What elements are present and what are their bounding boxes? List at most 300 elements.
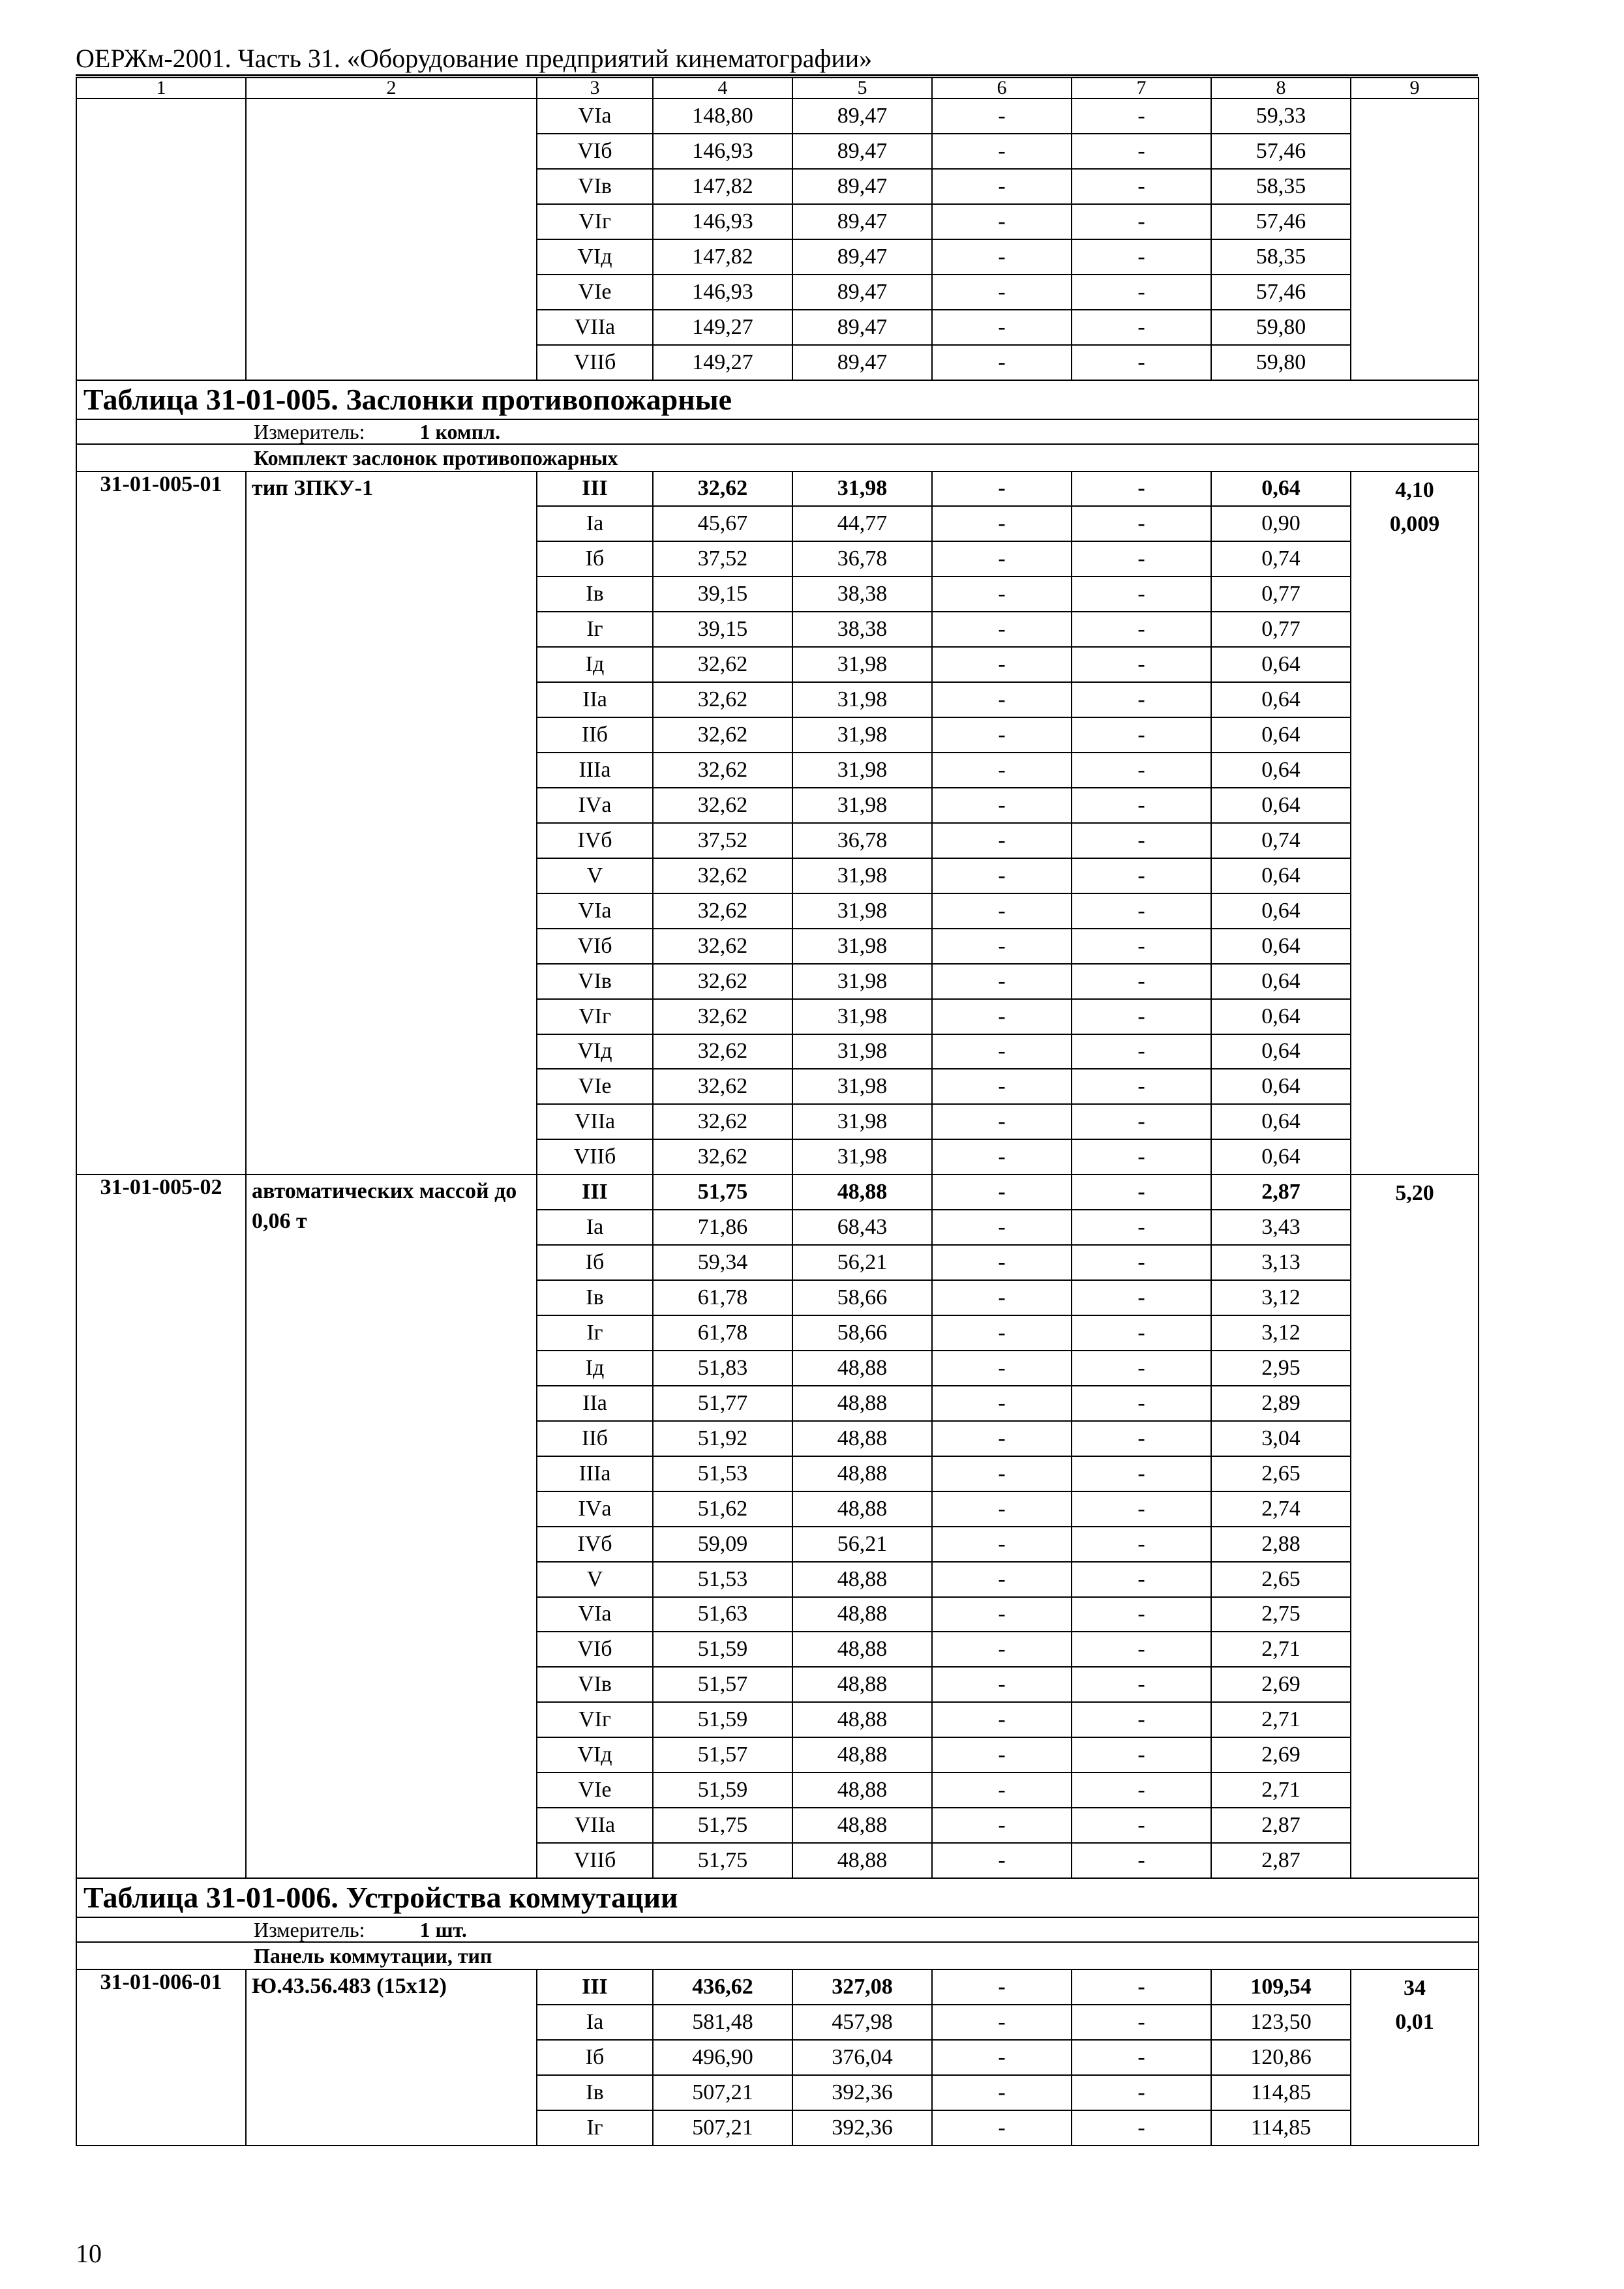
table-cell: VIе bbox=[537, 275, 653, 310]
table-cell: 0,64 bbox=[1211, 788, 1351, 823]
table-cell: 51,59 bbox=[653, 1773, 792, 1808]
table-cell: 48,88 bbox=[792, 1667, 932, 1702]
table-cell: IIа bbox=[537, 682, 653, 717]
table-cell: - bbox=[1072, 1737, 1211, 1773]
table-cell: 51,63 bbox=[653, 1597, 792, 1632]
measure-value: 1 компл. bbox=[419, 419, 501, 443]
table-cell: 48,88 bbox=[792, 1456, 932, 1491]
column-number: 1 bbox=[76, 78, 246, 98]
table-row bbox=[76, 1969, 1479, 2005]
table-cell: VIе bbox=[537, 1773, 653, 1808]
table-cell: - bbox=[932, 2110, 1072, 2146]
table-cell: 0,64 bbox=[1211, 929, 1351, 964]
table-cell: - bbox=[1072, 1245, 1211, 1280]
table-cell: - bbox=[1072, 1104, 1211, 1139]
table-cell: VIа bbox=[537, 893, 653, 929]
table-cell: 31,98 bbox=[792, 929, 932, 964]
table-cell: - bbox=[1072, 1034, 1211, 1070]
table-cell: - bbox=[1072, 134, 1211, 169]
table-cell: - bbox=[1072, 345, 1211, 380]
labor-cost-cell bbox=[1351, 1174, 1479, 1878]
rate-code bbox=[76, 98, 246, 380]
table-cell: - bbox=[1072, 2005, 1211, 2040]
table-cell: - bbox=[1072, 576, 1211, 612]
measure-value: 1 шт. bbox=[419, 1918, 467, 1941]
table-cell: 51,77 bbox=[653, 1386, 792, 1421]
group-row bbox=[76, 1942, 1479, 1969]
table-cell: 109,54 bbox=[1211, 1969, 1351, 2005]
table-cell: - bbox=[932, 345, 1072, 380]
labor-cost-value: 0,01 bbox=[1395, 2010, 1434, 2034]
table-cell: 48,88 bbox=[792, 1491, 932, 1527]
table-cell: - bbox=[1072, 1174, 1211, 1210]
table-cell: 0,64 bbox=[1211, 682, 1351, 717]
table-cell: - bbox=[1072, 788, 1211, 823]
rate-code: 31-01-005-01 bbox=[76, 471, 246, 1175]
table-cell: - bbox=[932, 506, 1072, 541]
table-cell: - bbox=[1072, 471, 1211, 507]
column-number: 8 bbox=[1211, 78, 1351, 98]
table-cell: 3,12 bbox=[1211, 1280, 1351, 1315]
group-title: Панель коммутации, тип bbox=[76, 1942, 1479, 1969]
table-cell: 51,83 bbox=[653, 1351, 792, 1386]
table-cell: - bbox=[1072, 823, 1211, 858]
table-cell: - bbox=[932, 753, 1072, 788]
table-cell: 61,78 bbox=[653, 1315, 792, 1351]
table-cell: - bbox=[932, 98, 1072, 134]
table-cell: 39,15 bbox=[653, 612, 792, 647]
table-cell: VIд bbox=[537, 239, 653, 275]
table-cell: 61,78 bbox=[653, 1280, 792, 1315]
table-cell: 48,88 bbox=[792, 1351, 932, 1386]
table-cell: 57,46 bbox=[1211, 204, 1351, 239]
table-cell: - bbox=[1072, 1843, 1211, 1878]
table-cell: - bbox=[1072, 310, 1211, 345]
table-cell: - bbox=[932, 1667, 1072, 1702]
table-cell: - bbox=[932, 1702, 1072, 1737]
table-cell: - bbox=[1072, 682, 1211, 717]
table-cell: 457,98 bbox=[792, 2005, 932, 2040]
table-cell: 146,93 bbox=[653, 275, 792, 310]
table-cell: - bbox=[1072, 541, 1211, 576]
table-cell: Iа bbox=[537, 2005, 653, 2040]
table-cell: 32,62 bbox=[653, 1139, 792, 1174]
table-cell: - bbox=[932, 310, 1072, 345]
table-cell: 32,62 bbox=[653, 647, 792, 682]
table-cell: - bbox=[1072, 1456, 1211, 1491]
table-cell: 2,69 bbox=[1211, 1737, 1351, 1773]
table-cell: - bbox=[932, 612, 1072, 647]
table-cell: 57,46 bbox=[1211, 275, 1351, 310]
table-cell: - bbox=[932, 717, 1072, 753]
table-cell: - bbox=[1072, 1667, 1211, 1702]
table-cell: VIб bbox=[537, 134, 653, 169]
table-cell: - bbox=[932, 1210, 1072, 1245]
table-cell: 2,69 bbox=[1211, 1667, 1351, 1702]
table-cell: - bbox=[1072, 2075, 1211, 2110]
table-cell: - bbox=[932, 647, 1072, 682]
table-cell: - bbox=[1072, 1527, 1211, 1562]
table-cell: 32,62 bbox=[653, 1069, 792, 1104]
table-cell: - bbox=[932, 1174, 1072, 1210]
table-cell: 3,43 bbox=[1211, 1210, 1351, 1245]
table-cell: 31,98 bbox=[792, 1104, 932, 1139]
table-cell: 0,64 bbox=[1211, 858, 1351, 893]
table-row bbox=[76, 471, 1479, 507]
table-cell: 0,90 bbox=[1211, 506, 1351, 541]
table-cell: 48,88 bbox=[792, 1737, 932, 1773]
table-cell: - bbox=[932, 471, 1072, 507]
table-cell: - bbox=[1072, 1491, 1211, 1527]
table-cell: - bbox=[932, 1315, 1072, 1351]
table-cell: - bbox=[932, 999, 1072, 1034]
table-cell: 123,50 bbox=[1211, 2005, 1351, 2040]
table-cell: 51,75 bbox=[653, 1808, 792, 1843]
table-cell: 48,88 bbox=[792, 1702, 932, 1737]
table-cell: Iв bbox=[537, 576, 653, 612]
table-cell: 2,74 bbox=[1211, 1491, 1351, 1527]
table-cell: - bbox=[932, 682, 1072, 717]
measure-label: Измеритель: bbox=[254, 419, 365, 443]
table-cell: Iд bbox=[537, 1351, 653, 1386]
table-cell: VIIб bbox=[537, 1843, 653, 1878]
table-cell: 0,64 bbox=[1211, 964, 1351, 999]
table-cell: - bbox=[1072, 753, 1211, 788]
labor-cost-value: 0,009 bbox=[1389, 511, 1440, 536]
table-cell: - bbox=[932, 788, 1072, 823]
table-cell: IVа bbox=[537, 1491, 653, 1527]
table-cell: V bbox=[537, 858, 653, 893]
table-cell: - bbox=[1072, 1351, 1211, 1386]
table-cell: 51,57 bbox=[653, 1667, 792, 1702]
table-cell: 89,47 bbox=[792, 239, 932, 275]
table-cell: 0,64 bbox=[1211, 471, 1351, 507]
table-cell: Iб bbox=[537, 1245, 653, 1280]
table-cell: - bbox=[932, 893, 1072, 929]
labor-cost-value: 4,10 bbox=[1395, 477, 1434, 502]
table-cell: 32,62 bbox=[653, 1034, 792, 1070]
table-title: Таблица 31-01-005. Заслонки противопожарные bbox=[76, 380, 1479, 419]
table-cell: 392,36 bbox=[792, 2110, 932, 2146]
table-cell: - bbox=[1072, 1702, 1211, 1737]
table-cell: - bbox=[932, 1245, 1072, 1280]
table-cell: 149,27 bbox=[653, 310, 792, 345]
table-cell: VIд bbox=[537, 1034, 653, 1070]
table-cell: 436,62 bbox=[653, 1969, 792, 2005]
table-cell: - bbox=[932, 2005, 1072, 2040]
table-cell: - bbox=[932, 1737, 1072, 1773]
table-cell: - bbox=[1072, 1808, 1211, 1843]
table-cell: VIIа bbox=[537, 310, 653, 345]
table-cell: 2,89 bbox=[1211, 1386, 1351, 1421]
table-cell: 32,62 bbox=[653, 471, 792, 507]
table-cell: VIа bbox=[537, 98, 653, 134]
table-cell: IIб bbox=[537, 717, 653, 753]
table-cell: - bbox=[1072, 1139, 1211, 1174]
table-cell: 51,59 bbox=[653, 1702, 792, 1737]
table-cell: 68,43 bbox=[792, 1210, 932, 1245]
table-cell: VIв bbox=[537, 1667, 653, 1702]
table-cell: - bbox=[1072, 929, 1211, 964]
table-cell: III bbox=[537, 1174, 653, 1210]
column-number: 5 bbox=[792, 78, 932, 98]
table-cell: 51,59 bbox=[653, 1632, 792, 1667]
column-number-row bbox=[76, 78, 1479, 98]
group-row bbox=[76, 444, 1479, 471]
table-cell: 0,64 bbox=[1211, 753, 1351, 788]
table-cell: 37,52 bbox=[653, 823, 792, 858]
table-cell: - bbox=[932, 1104, 1072, 1139]
table-cell: Iг bbox=[537, 1315, 653, 1351]
table-cell: - bbox=[932, 275, 1072, 310]
table-cell: - bbox=[932, 1527, 1072, 1562]
table-cell: 51,62 bbox=[653, 1491, 792, 1527]
table-cell: 38,38 bbox=[792, 612, 932, 647]
table-cell: - bbox=[932, 1597, 1072, 1632]
table-cell: 89,47 bbox=[792, 310, 932, 345]
table-cell: 327,08 bbox=[792, 1969, 932, 2005]
table-cell: VIб bbox=[537, 929, 653, 964]
table-cell: 57,46 bbox=[1211, 134, 1351, 169]
table-cell: IVа bbox=[537, 788, 653, 823]
table-cell: - bbox=[932, 541, 1072, 576]
table-cell: Iв bbox=[537, 1280, 653, 1315]
table-cell: 58,35 bbox=[1211, 169, 1351, 204]
table-cell: 31,98 bbox=[792, 999, 932, 1034]
rate-name: автоматических массой до 0,06 т bbox=[246, 1174, 537, 1878]
table-cell: 59,34 bbox=[653, 1245, 792, 1280]
page-number: 10 bbox=[76, 2239, 102, 2268]
table-cell: IIIа bbox=[537, 1456, 653, 1491]
table-cell: VIг bbox=[537, 204, 653, 239]
table-cell: 31,98 bbox=[792, 682, 932, 717]
table-cell: IIа bbox=[537, 1386, 653, 1421]
table-cell: 376,04 bbox=[792, 2040, 932, 2075]
table-cell: 39,15 bbox=[653, 576, 792, 612]
table-cell: VIIб bbox=[537, 345, 653, 380]
table-cell: 32,62 bbox=[653, 999, 792, 1034]
table-cell: - bbox=[932, 1773, 1072, 1808]
table-cell: - bbox=[1072, 1562, 1211, 1597]
table-cell: Iг bbox=[537, 2110, 653, 2146]
table-cell: 147,82 bbox=[653, 169, 792, 204]
table-cell: - bbox=[932, 1421, 1072, 1456]
table-cell: 51,53 bbox=[653, 1562, 792, 1597]
table-cell: VIд bbox=[537, 1737, 653, 1773]
table-cell: Iг bbox=[537, 612, 653, 647]
table-cell: 0,64 bbox=[1211, 1139, 1351, 1174]
table-cell: - bbox=[1072, 169, 1211, 204]
table-cell: 146,93 bbox=[653, 204, 792, 239]
table-cell: VIа bbox=[537, 1597, 653, 1632]
table-cell: 146,93 bbox=[653, 134, 792, 169]
rate-code: 31-01-006-01 bbox=[76, 1969, 246, 2146]
table-cell: 89,47 bbox=[792, 345, 932, 380]
table-cell: - bbox=[1072, 1597, 1211, 1632]
column-number: 2 bbox=[246, 78, 537, 98]
table-title: Таблица 31-01-006. Устройства коммутации bbox=[76, 1878, 1479, 1917]
labor-cost-value: 34 bbox=[1404, 1976, 1426, 2000]
table-cell: Iа bbox=[537, 506, 653, 541]
table-cell: - bbox=[932, 1456, 1072, 1491]
table-cell: VIв bbox=[537, 964, 653, 999]
table-cell: 31,98 bbox=[792, 858, 932, 893]
table-cell: 32,62 bbox=[653, 682, 792, 717]
table-cell: III bbox=[537, 1969, 653, 2005]
table-cell: Iв bbox=[537, 2075, 653, 2110]
table-cell: 3,13 bbox=[1211, 1245, 1351, 1280]
table-cell: - bbox=[932, 1808, 1072, 1843]
table-cell: 114,85 bbox=[1211, 2075, 1351, 2110]
measure-cell bbox=[76, 1917, 1479, 1942]
table-cell: - bbox=[1072, 999, 1211, 1034]
table-row bbox=[76, 1174, 1479, 1210]
table-cell: - bbox=[932, 1034, 1072, 1070]
table-cell: 59,80 bbox=[1211, 310, 1351, 345]
table-cell: - bbox=[1072, 1069, 1211, 1104]
table-cell: 44,77 bbox=[792, 506, 932, 541]
table-cell: 0,74 bbox=[1211, 823, 1351, 858]
table-cell: - bbox=[932, 1386, 1072, 1421]
table-cell: 2,75 bbox=[1211, 1597, 1351, 1632]
table-title-row bbox=[76, 1878, 1479, 1917]
table-cell: - bbox=[1072, 1280, 1211, 1315]
table-cell: 2,87 bbox=[1211, 1843, 1351, 1878]
table-cell: 89,47 bbox=[792, 98, 932, 134]
table-cell: 32,62 bbox=[653, 1104, 792, 1139]
table-cell: 48,88 bbox=[792, 1597, 932, 1632]
table-cell: - bbox=[1072, 717, 1211, 753]
table-cell: 147,82 bbox=[653, 239, 792, 275]
measure-label: Измеритель: bbox=[254, 1918, 365, 1941]
table-cell: 51,75 bbox=[653, 1843, 792, 1878]
table-cell: 51,53 bbox=[653, 1456, 792, 1491]
table-cell: 48,88 bbox=[792, 1562, 932, 1597]
labor-cost-cell bbox=[1351, 1969, 1479, 2146]
table-cell: 48,88 bbox=[792, 1386, 932, 1421]
table-cell: - bbox=[1072, 2110, 1211, 2146]
group-title: Комплект заслонок противопожарных bbox=[76, 444, 1479, 471]
table-cell: 32,62 bbox=[653, 929, 792, 964]
table-cell: 0,64 bbox=[1211, 1104, 1351, 1139]
table-cell: 89,47 bbox=[792, 134, 932, 169]
table-cell: 71,86 bbox=[653, 1210, 792, 1245]
table-cell: - bbox=[1072, 1969, 1211, 2005]
table-cell: VIб bbox=[537, 1632, 653, 1667]
table-cell: 36,78 bbox=[792, 541, 932, 576]
rates-table bbox=[76, 77, 1479, 2146]
table-cell: - bbox=[932, 239, 1072, 275]
table-cell: 31,98 bbox=[792, 788, 932, 823]
column-number: 7 bbox=[1072, 78, 1211, 98]
table-cell: 32,62 bbox=[653, 893, 792, 929]
table-cell: - bbox=[1072, 1210, 1211, 1245]
labor-cost-cell bbox=[1351, 98, 1479, 380]
table-cell: 0,64 bbox=[1211, 893, 1351, 929]
table-cell: 56,21 bbox=[792, 1245, 932, 1280]
table-cell: 58,35 bbox=[1211, 239, 1351, 275]
table-cell: 56,21 bbox=[792, 1527, 932, 1562]
table-cell: 38,38 bbox=[792, 576, 932, 612]
table-cell: 2,71 bbox=[1211, 1632, 1351, 1667]
table-cell: - bbox=[932, 1280, 1072, 1315]
table-cell: - bbox=[932, 576, 1072, 612]
table-cell: 48,88 bbox=[792, 1632, 932, 1667]
table-cell: 48,88 bbox=[792, 1174, 932, 1210]
table-cell: 392,36 bbox=[792, 2075, 932, 2110]
table-cell: IVб bbox=[537, 823, 653, 858]
table-cell: 48,88 bbox=[792, 1421, 932, 1456]
table-cell: VIIа bbox=[537, 1808, 653, 1843]
column-number: 4 bbox=[653, 78, 792, 98]
table-cell: 0,64 bbox=[1211, 717, 1351, 753]
table-cell: - bbox=[1072, 204, 1211, 239]
table-cell: 2,65 bbox=[1211, 1562, 1351, 1597]
table-cell: 0,64 bbox=[1211, 999, 1351, 1034]
table-cell: VIв bbox=[537, 169, 653, 204]
table-cell: - bbox=[1072, 2040, 1211, 2075]
table-cell: 0,64 bbox=[1211, 647, 1351, 682]
table-cell: 31,98 bbox=[792, 964, 932, 999]
table-cell: 32,62 bbox=[653, 858, 792, 893]
table-cell: - bbox=[932, 1139, 1072, 1174]
table-cell: 37,52 bbox=[653, 541, 792, 576]
table-row bbox=[76, 98, 1479, 134]
table-cell: Iб bbox=[537, 2040, 653, 2075]
table-cell: - bbox=[1072, 1632, 1211, 1667]
table-cell: 0,64 bbox=[1211, 1034, 1351, 1070]
table-cell: 36,78 bbox=[792, 823, 932, 858]
column-number: 3 bbox=[537, 78, 653, 98]
table-cell: 31,98 bbox=[792, 1139, 932, 1174]
table-cell: - bbox=[932, 823, 1072, 858]
table-cell: 2,65 bbox=[1211, 1456, 1351, 1491]
table-cell: - bbox=[1072, 1773, 1211, 1808]
labor-cost-cell bbox=[1351, 471, 1479, 1175]
measure-row bbox=[76, 1917, 1479, 1942]
table-cell: 0,64 bbox=[1211, 1069, 1351, 1104]
table-cell: IVб bbox=[537, 1527, 653, 1562]
table-cell: - bbox=[932, 1843, 1072, 1878]
table-cell: 2,88 bbox=[1211, 1527, 1351, 1562]
table-cell: 2,87 bbox=[1211, 1174, 1351, 1210]
table-cell: 48,88 bbox=[792, 1773, 932, 1808]
table-cell: - bbox=[1072, 1421, 1211, 1456]
table-cell: - bbox=[1072, 239, 1211, 275]
table-cell: - bbox=[932, 929, 1072, 964]
table-cell: 507,21 bbox=[653, 2110, 792, 2146]
table-cell: - bbox=[932, 2075, 1072, 2110]
table-cell: - bbox=[932, 1632, 1072, 1667]
table-cell: 32,62 bbox=[653, 788, 792, 823]
table-cell: 48,88 bbox=[792, 1843, 932, 1878]
rate-name: тип ЗПКУ-1 bbox=[246, 471, 537, 1175]
table-cell: - bbox=[932, 204, 1072, 239]
table-cell: Iб bbox=[537, 541, 653, 576]
table-cell: 51,92 bbox=[653, 1421, 792, 1456]
table-cell: 58,66 bbox=[792, 1280, 932, 1315]
column-number: 6 bbox=[932, 78, 1072, 98]
table-cell: 31,98 bbox=[792, 893, 932, 929]
table-cell: 45,67 bbox=[653, 506, 792, 541]
table-cell: - bbox=[1072, 893, 1211, 929]
table-cell: 59,80 bbox=[1211, 345, 1351, 380]
table-cell: - bbox=[1072, 858, 1211, 893]
table-cell: - bbox=[932, 858, 1072, 893]
table-cell: - bbox=[932, 1562, 1072, 1597]
table-cell: 2,95 bbox=[1211, 1351, 1351, 1386]
table-cell: 496,90 bbox=[653, 2040, 792, 2075]
